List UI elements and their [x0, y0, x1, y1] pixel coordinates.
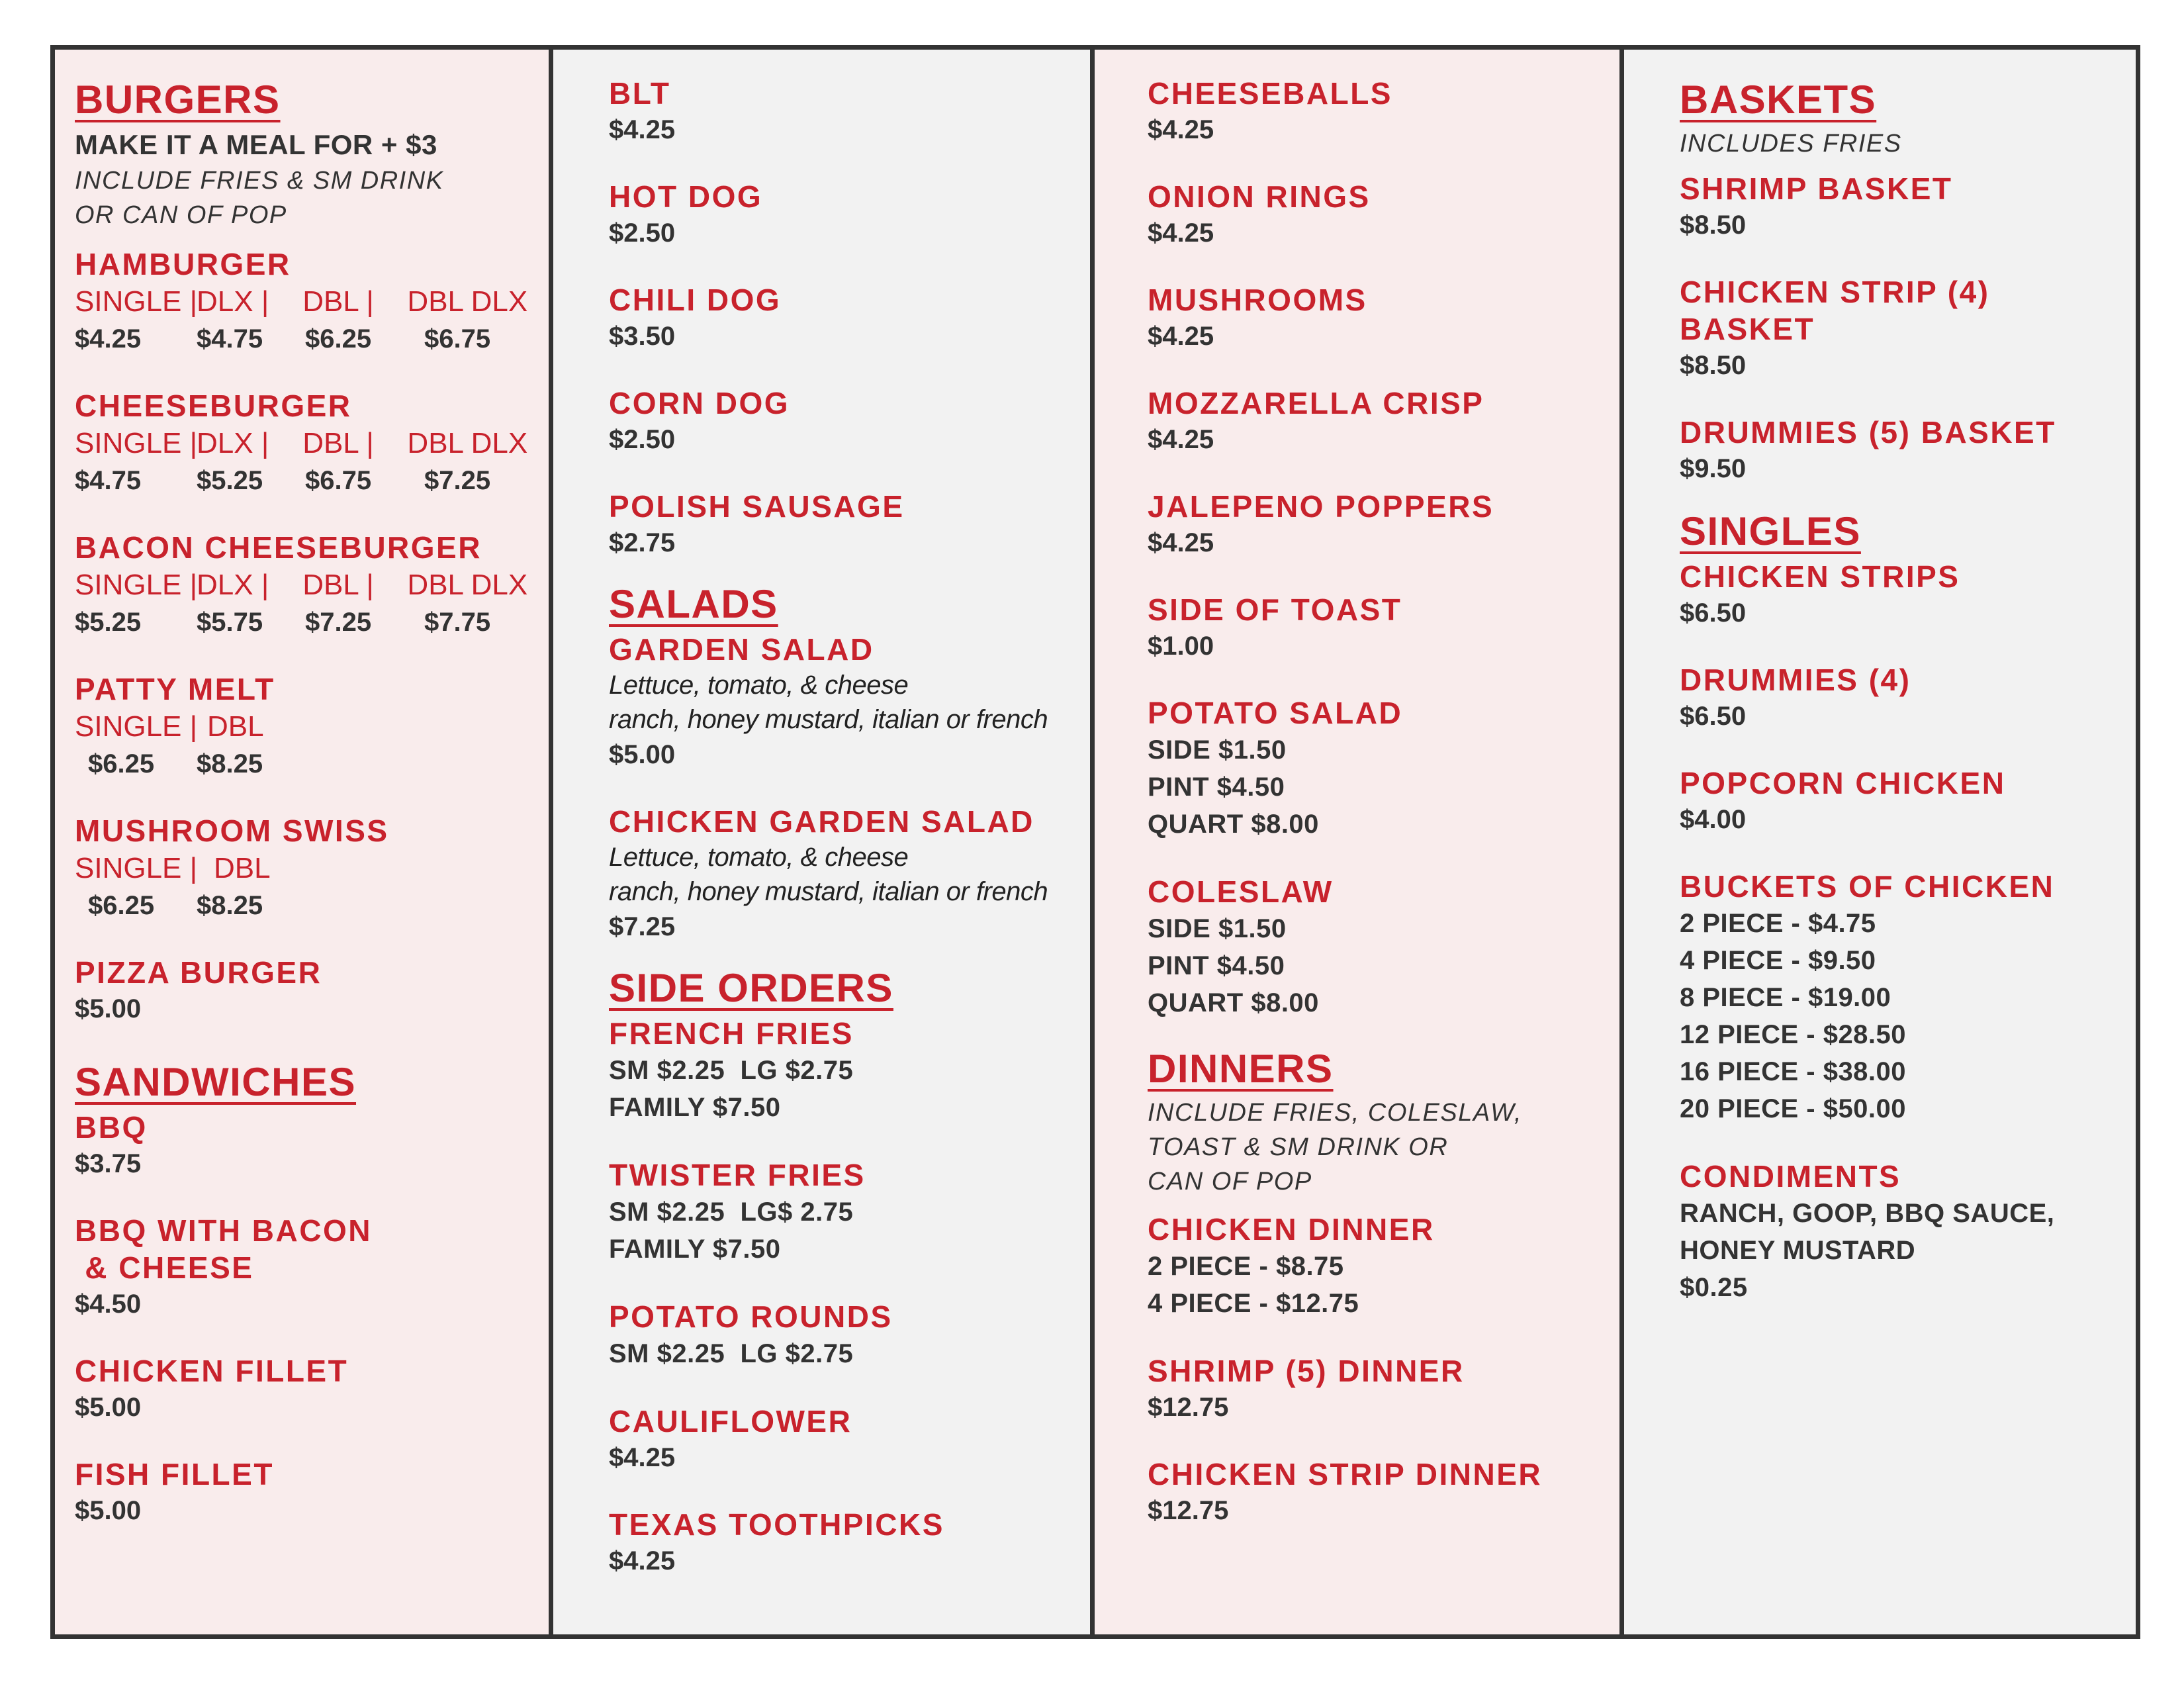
menu-item [1148, 1456, 1606, 1528]
meal-offer: MAKE IT A MEAL FOR + $3 [75, 129, 437, 160]
item-price: $3.75 [75, 1149, 142, 1178]
menu-item [609, 488, 1077, 561]
item-price: $4.25 [609, 115, 676, 144]
item-price: $7.25 [305, 608, 372, 637]
item-price-line: 12 PIECE - $28.50 [1680, 1020, 1907, 1049]
menu-item [75, 246, 530, 357]
size-options [75, 283, 530, 321]
item-price-line: 2 PIECE - $4.75 [1680, 909, 1876, 938]
item-name: HOT DOG [609, 179, 763, 214]
menu-item [75, 671, 530, 782]
size-option: SINGLE | [75, 285, 198, 318]
menu-column-3 [1090, 50, 1619, 1634]
item-price-line: 4 PIECE - $9.50 [1680, 946, 1876, 975]
menu-board [50, 45, 2140, 1639]
menu-item [609, 803, 1077, 945]
size-option: SINGLE | [75, 710, 198, 743]
item-name: FISH FILLET [75, 1457, 274, 1491]
size-options [75, 566, 530, 604]
menu-item [1680, 1158, 2122, 1306]
menu-item [1148, 75, 1606, 148]
item-price: $4.00 [1680, 805, 1747, 834]
item-price: $6.75 [424, 324, 491, 353]
item-price: $6.50 [1680, 702, 1747, 731]
item-price-line: PINT $4.50 [1148, 951, 1285, 980]
menu-item [609, 1156, 1077, 1268]
item-price: $5.25 [197, 466, 263, 495]
item-description: HONEY MUSTARD [1680, 1236, 1916, 1265]
item-name: CHEESEBALLS [1148, 76, 1392, 111]
item-name-continued: & CHEESE [75, 1250, 254, 1285]
item-price: $2.50 [609, 425, 676, 454]
meal-note: OR CAN OF POP [75, 201, 287, 229]
item-price-line: FAMILY $7.50 [609, 1093, 781, 1122]
item-price: $5.25 [75, 608, 142, 637]
section-title: BASKETS [1680, 77, 1877, 122]
item-price: $6.25 [305, 324, 372, 353]
item-price: $4.25 [1148, 115, 1214, 144]
item-name: POPCORN CHICKEN [1680, 766, 2006, 800]
item-name: CONDIMENTS [1680, 1159, 1901, 1194]
item-price: $4.50 [75, 1289, 142, 1319]
size-options [75, 708, 530, 746]
item-name: CHICKEN DINNER [1148, 1212, 1435, 1246]
section-note: INCLUDES FRIES [1680, 130, 1902, 158]
item-name: COLESLAW [1148, 874, 1334, 909]
item-price: $2.75 [609, 528, 676, 557]
size-option: DLX | [197, 569, 269, 601]
size-option: DBL | [302, 569, 374, 601]
item-name: SIDE OF TOAST [1148, 592, 1402, 627]
item-name: GARDEN SALAD [609, 632, 874, 667]
menu-item [75, 1212, 530, 1322]
item-name: TWISTER FRIES [609, 1158, 866, 1192]
item-name: BACON CHEESEBURGER [75, 530, 482, 565]
item-name: CAULIFLOWER [609, 1404, 852, 1438]
item-price: $7.25 [609, 912, 676, 941]
menu-item [75, 1456, 530, 1528]
item-price: $8.25 [197, 891, 263, 920]
menu-item [1680, 868, 2122, 1127]
item-price-line: 8 PIECE - $19.00 [1680, 983, 1891, 1012]
side-orders-section [609, 963, 1077, 1579]
item-price-line: SM $2.25 LG$ 2.75 [609, 1197, 854, 1227]
item-name: CHICKEN STRIP DINNER [1148, 1457, 1543, 1491]
menu-item [1148, 1211, 1606, 1322]
item-name: MOZZARELLA CRISP [1148, 386, 1484, 420]
item-name: CORN DOG [609, 386, 790, 420]
item-name: PIZZA BURGER [75, 955, 322, 990]
menu-column-2 [549, 50, 1090, 1634]
item-name: CHEESEBURGER [75, 389, 352, 423]
size-option: DLX | [197, 427, 269, 459]
menu-item [1680, 661, 2122, 734]
menu-item [1148, 178, 1606, 251]
menu-item [1680, 765, 2122, 837]
item-price: $4.25 [1148, 425, 1214, 454]
item-name-continued: BASKET [1680, 312, 1815, 346]
menu-item [1148, 873, 1606, 1021]
item-price-line: 16 PIECE - $38.00 [1680, 1057, 1907, 1086]
item-name: DRUMMIES (5) BASKET [1680, 415, 2056, 449]
sandwiches-section [75, 1057, 530, 1528]
item-price: $12.75 [1148, 1393, 1229, 1422]
menu-column-4 [1619, 50, 2136, 1634]
salads-section [609, 579, 1077, 945]
item-name: FRENCH FRIES [609, 1016, 854, 1051]
item-name: BLT [609, 76, 671, 111]
item-price: $2.50 [609, 218, 676, 248]
menu-item [1680, 273, 2122, 383]
menu-item [1680, 170, 2122, 243]
section-title: DINNERS [1148, 1047, 1334, 1091]
section-title: BURGERS [75, 77, 281, 122]
item-name: DRUMMIES (4) [1680, 663, 1911, 697]
section-title: SIDE ORDERS [609, 966, 893, 1010]
item-price: $6.25 [88, 749, 155, 778]
item-price: $4.75 [197, 324, 263, 353]
item-price: $4.25 [609, 1443, 676, 1472]
item-name: POTATO ROUNDS [609, 1299, 893, 1334]
item-price: $8.25 [197, 749, 263, 778]
item-price: $4.25 [75, 324, 142, 353]
singles-section [1680, 506, 2122, 1306]
item-price-line: QUART $8.00 [1148, 810, 1319, 839]
menu-item [1680, 414, 2122, 487]
size-option: DBL [207, 710, 264, 743]
menu-item [1148, 488, 1606, 561]
burgers-section [75, 75, 530, 1027]
menu-item [75, 954, 530, 1027]
item-price: $7.25 [424, 466, 491, 495]
menu-item [609, 1298, 1077, 1372]
menu-item [609, 631, 1077, 773]
size-prices [75, 888, 530, 923]
section-note: CAN OF POP [1148, 1168, 1312, 1196]
item-name: CHILI DOG [609, 283, 782, 317]
item-name: CHICKEN STRIP (4) [1680, 275, 1990, 309]
item-price: $5.75 [197, 608, 263, 637]
item-price: $6.75 [305, 466, 372, 495]
section-title: SALADS [609, 582, 778, 626]
dinners-section [1148, 1044, 1606, 1528]
item-name: SHRIMP (5) DINNER [1148, 1354, 1465, 1388]
size-option: DLX | [197, 285, 269, 318]
item-name: SHRIMP BASKET [1680, 171, 1953, 206]
item-name: BBQ [75, 1110, 148, 1145]
menu-item [609, 1015, 1077, 1126]
item-price-line: SIDE $1.50 [1148, 914, 1287, 943]
item-name: POLISH SAUSAGE [609, 489, 905, 524]
item-description: Lettuce, tomato, & cheese [609, 843, 909, 872]
item-price: $6.25 [88, 891, 155, 920]
item-price-line: 2 PIECE - $8.75 [1148, 1252, 1344, 1281]
item-name: ONION RINGS [1148, 179, 1371, 214]
size-option: DBL DLX [407, 285, 528, 318]
item-price-line: SIDE $1.50 [1148, 735, 1287, 765]
item-name: JALEPENO POPPERS [1148, 489, 1494, 524]
item-price: $4.25 [1148, 322, 1214, 351]
item-name: CHICKEN FILLET [75, 1354, 349, 1388]
item-price: $4.25 [609, 1546, 676, 1575]
section-note: INCLUDE FRIES, COLESLAW, [1148, 1099, 1523, 1127]
size-option: SINGLE | [75, 852, 198, 884]
item-price: $4.75 [75, 466, 142, 495]
item-name: MUSHROOM SWISS [75, 814, 389, 848]
menu-item [1148, 591, 1606, 664]
menu-item [75, 1352, 530, 1425]
item-price-line: FAMILY $7.50 [609, 1235, 781, 1264]
item-price: $3.50 [609, 322, 676, 351]
menu-item [609, 385, 1077, 457]
item-price: $5.00 [75, 1393, 142, 1422]
item-price: $4.25 [1148, 218, 1214, 248]
menu-item [609, 75, 1077, 148]
size-prices [75, 463, 530, 498]
size-options [75, 424, 530, 463]
section-title: SINGLES [1680, 509, 1861, 553]
item-price: $8.50 [1680, 351, 1747, 380]
item-price-line: SM $2.25 LG $2.75 [609, 1339, 854, 1368]
meal-note: INCLUDE FRIES & SM DRINK [75, 167, 444, 195]
section-title: SANDWICHES [75, 1060, 357, 1104]
item-price: $5.00 [75, 1496, 142, 1525]
item-price: $12.75 [1148, 1496, 1229, 1525]
item-price-line: 20 PIECE - $50.00 [1680, 1094, 1907, 1123]
item-description: Lettuce, tomato, & cheese [609, 671, 909, 700]
menu-column-1 [55, 50, 549, 1634]
menu-item [1148, 281, 1606, 354]
item-price: $4.25 [1148, 528, 1214, 557]
item-price: $5.00 [609, 740, 676, 769]
size-prices [75, 604, 530, 640]
size-option: DBL | [302, 285, 374, 318]
menu-item [609, 178, 1077, 251]
menu-item [1148, 1352, 1606, 1425]
item-price: $8.50 [1680, 211, 1747, 240]
item-price: $6.50 [1680, 598, 1747, 628]
menu-item [609, 1403, 1077, 1476]
item-name: PATTY MELT [75, 672, 275, 706]
item-price: $9.50 [1680, 454, 1747, 483]
item-name: BBQ WITH BACON [75, 1213, 372, 1248]
size-option: SINGLE | [75, 569, 198, 601]
section-note: TOAST & SM DRINK OR [1148, 1133, 1449, 1161]
item-name: CHICKEN GARDEN SALAD [609, 804, 1034, 839]
item-price: $7.75 [424, 608, 491, 637]
menu-item [1148, 694, 1606, 843]
size-option: DBL DLX [407, 569, 528, 601]
item-name: BUCKETS OF CHICKEN [1680, 869, 2055, 904]
item-price: $5.00 [75, 994, 142, 1023]
menu-item [609, 281, 1077, 354]
item-price-line: 4 PIECE - $12.75 [1148, 1289, 1359, 1318]
item-name: TEXAS TOOTHPICKS [609, 1507, 944, 1542]
item-name: CHICKEN STRIPS [1680, 559, 1960, 594]
size-prices [75, 746, 530, 782]
item-name: POTATO SALAD [1148, 696, 1403, 730]
item-description: ranch, honey mustard, italian or french [609, 705, 1048, 734]
menu-item [609, 1506, 1077, 1579]
item-description: RANCH, GOOP, BBQ SAUCE, [1680, 1199, 2055, 1228]
menu-item [1680, 558, 2122, 631]
size-option: DBL | [302, 427, 374, 459]
item-price-line: PINT $4.50 [1148, 773, 1285, 802]
item-name: MUSHROOMS [1148, 283, 1367, 317]
menu-item [1148, 385, 1606, 457]
menu-item [75, 812, 530, 923]
item-price: $1.00 [1148, 632, 1214, 661]
baskets-section [1680, 75, 2122, 487]
size-option: DBL [214, 852, 271, 884]
item-price-line: SM $2.25 LG $2.75 [609, 1056, 854, 1085]
size-prices [75, 321, 530, 357]
item-description: ranch, honey mustard, italian or french [609, 877, 1048, 906]
size-option: SINGLE | [75, 427, 198, 459]
item-price: $0.25 [1680, 1273, 1748, 1302]
size-option: DBL DLX [407, 427, 528, 459]
item-name: HAMBURGER [75, 247, 291, 281]
menu-item [75, 387, 530, 498]
size-options [75, 849, 530, 888]
item-price-line: QUART $8.00 [1148, 988, 1319, 1017]
menu-item [75, 1109, 530, 1182]
menu-item [75, 529, 530, 640]
